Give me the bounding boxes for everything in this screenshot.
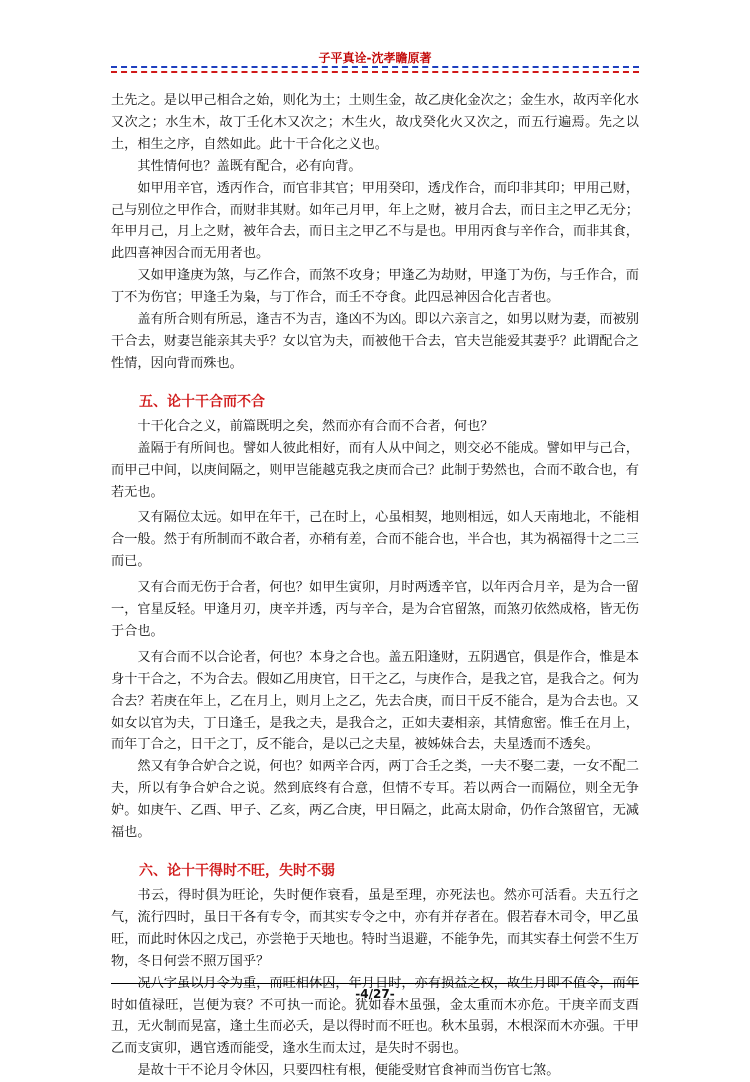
paragraph: 盖有所合则有所忌，逢吉不为吉，逢凶不为凶。即以六亲言之，如男以财为妻，而被别干合去，财妻岂能亲其夫乎？女以官为夫，而被他干合去，官夫岂能爱其妻乎？此谓配合之性情，因向背而殊也。 [111,312,639,371]
paragraph: 十干化合之义，前篇既明之矣，然而亦有合而不合者，何也？ [137,418,494,434]
paragraph: 如甲用辛官，透丙作合，而官非其官；甲用癸印，透戊作合，而印非其印；甲用己财，己与别位之甲作合，而财非其财。如年己月甲，年上之财，被月合去，而日主之甲乙无分；年甲月己，月上之财，被年合去，而日主之甲乙不与是也。甲用丙食与辛作合，而非其食，此四喜神因合而无用者也。 [111,180,639,262]
header-divider-red [111,71,639,73]
page-number: -4/27- [355,987,395,1001]
paragraph: 书云，得时俱为旺论，失时便作衰看，虽是至理，亦死法也。然亦可活看。夫五行之气，流行四时，虽日干各有专令，而其实专令之中，亦有并存者在。假若春木司令，甲乙虽旺，而此时休囚之戊己，亦尝艳于天地也。特时当退避，不能争先，而其实春土何尝不生万物，冬日何尝不照万国乎？ [111,888,639,969]
paragraph: 况八字虽以月令为重，而旺相休囚，年月日时，亦有损益之权，故生月即不值令，而年时如值禄旺，岂便为衰？不可执一而论。犹如春木虽强，金太重而木亦危。干庚辛而支酉丑，无火制而晃富，逢土生而必夭，是以得时而不旺也。秋木虽弱，木根深而木亦强。干甲乙而支寅卯，遇官透而能受，逢水生而太过，是失时不弱也。 [111,975,639,1057]
header-title: 子平真诠-沈孝瞻原著 [318,51,432,65]
paragraph: 是故十干不论月令休囚，只要四柱有根，便能受财官食神而当伤官七煞。 [137,1063,560,1079]
section-heading-5: 五、论十干合而不合 [139,393,265,410]
page-body [111,90,639,1082]
paragraph: 又有隔位太远。如甲在年干，己在时上，心虽相契，地则相远，如人天南地北，不能相合一般。然于有所制而不敢合者，亦稍有差，合而不能合也，半合也，其为祸福得十之二三而已。 [111,510,639,570]
paragraph: 土先之。是以甲己相合之始，则化为土；土则生金，故乙庚化金次之；金生水，故丙辛化水又次之；水生木，故丁壬化木又次之；木生火，故戊癸化火又次之，而五行遍焉。先之以土，相生之序，自然如此。此十干合化之义也。 [111,93,639,152]
paragraph: 其性情何也？盖既有配合，必有向背。 [137,158,362,174]
section-heading-6: 六、论十干得时不旺，失时不弱 [139,863,335,879]
header-divider-blue [111,66,639,68]
paragraph: 又有合而不以合论者，何也？本身之合也。盖五阳逢财，五阴遇官，俱是作合，惟是本身十干合之，不为合去。假如乙用庚官，日干之乙，与庚作合，是我之官，是我合之。何为合去？若庚在年上，乙在月上，则月上之乙，先去合庚，而日干反不能合，是为合去也。又如女以官为夫，丁日逢壬，是我之夫，是我合之，正如夫妻相亲，其情愈密。惟壬在月上，而年丁合之，日干之丁，反不能合，是以己之夫星，被姊妹合去，夫星透而不透矣。 [111,649,639,753]
paragraph: 又如甲逢庚为煞，与乙作合，而煞不攻身；甲逢乙为劫财，甲逢丁为伤，与壬作合，而丁不为伤官；甲逢壬为枭，与丁作合，而壬不夺食。此四忌神因合化吉者也。 [111,268,639,306]
paragraph: 然又有争合妒合之说，何也？如两辛合丙，两丁合壬之类，一夫不娶二妻，一女不配二夫，所以有争合妒合之说。然到底终有合意，但情不专耳。若以两合一而隔位，则全无争妒。如庚午、乙酉、甲子、乙亥，两乙合庚，甲日隔之，此高太尉命，仍作合煞留官，无减福也。 [111,759,639,841]
paragraph: 盖隔于有所间也。譬如人彼此相好，而有人从中间之，则交必不能成。譬如甲与己合，而甲己中间，以庚间隔之，则甲岂能越克我之庚而合己？此制于势然也，合而不敢合也，有若无也。 [111,440,639,500]
paragraph: 又有合而无伤于合者，何也？如甲生寅卯，月时两透辛官，以年丙合月辛，是为合一留一，官星反轻。甲逢月刃，庚辛并透，丙与辛合，是为合官留煞，而煞刃依然成格，皆无伤于合也。 [111,580,639,639]
footer-divider [111,983,639,984]
